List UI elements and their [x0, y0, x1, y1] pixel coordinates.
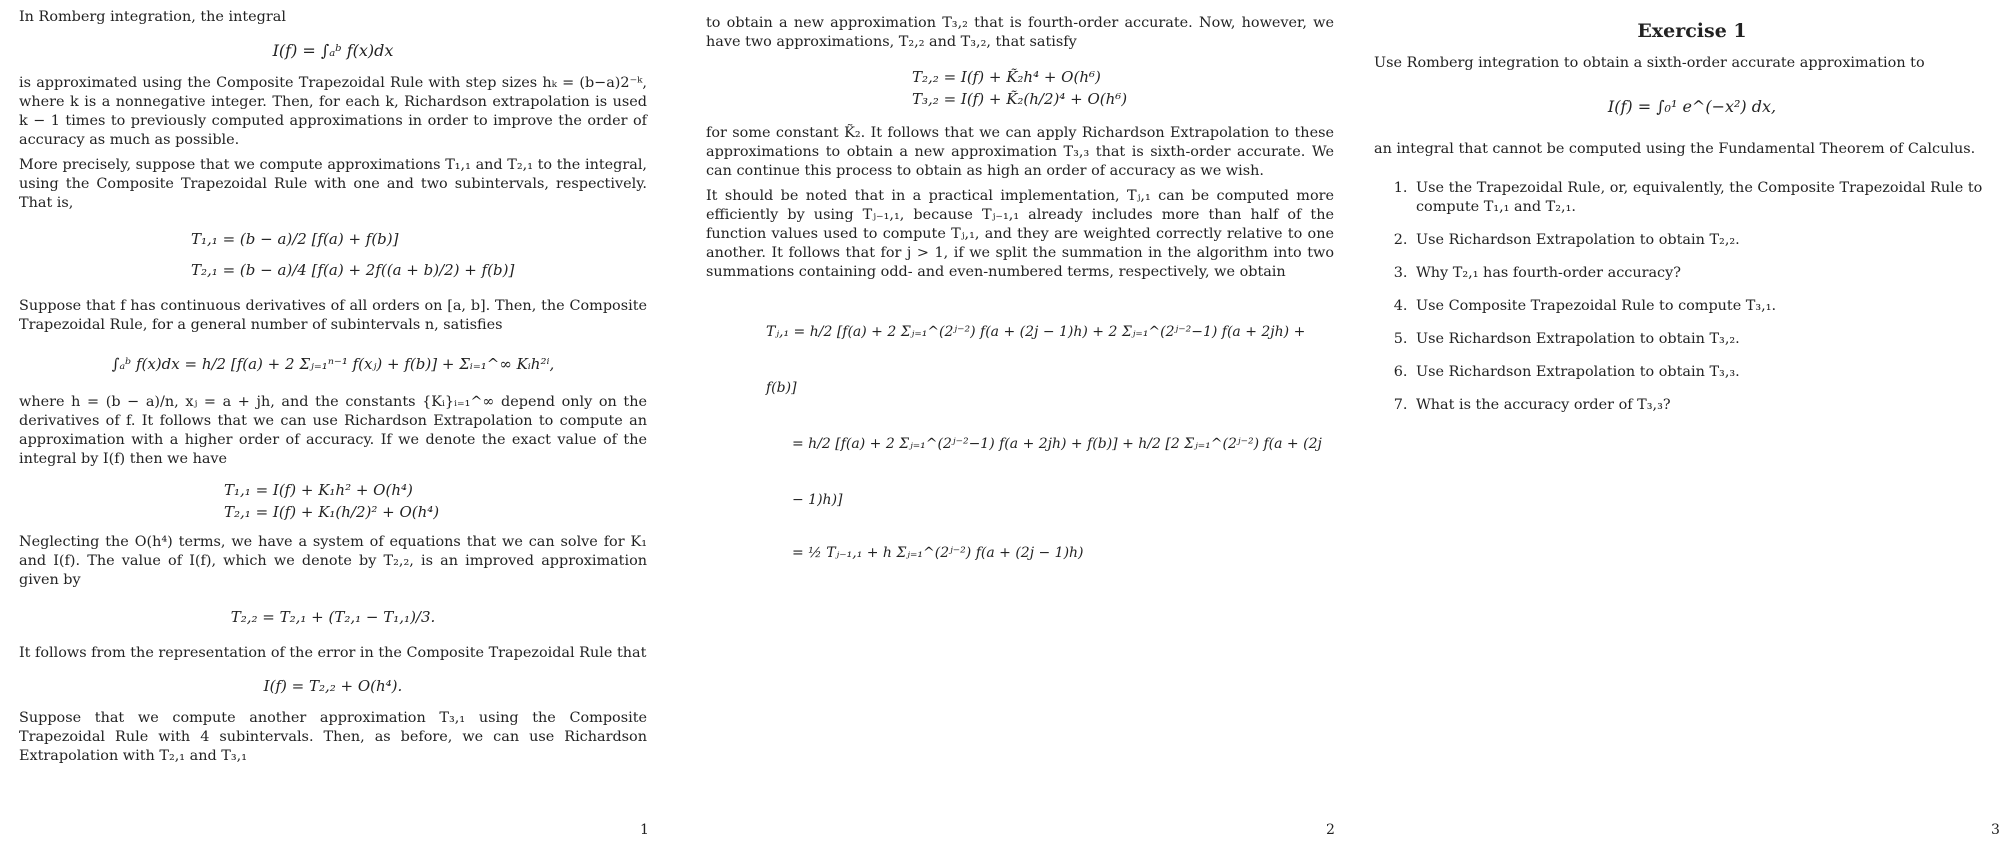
exercise-item: 4. Use Composite Trapezoidal Rule to compute T₃,₁.	[1412, 297, 2010, 316]
p1-para5: Neglecting the O(h⁴) terms, we have a system of equations that we can solve for K₁ and I(f). The value of I(f), which we denote by T₂,₂, is an improved approximation given by	[19, 534, 647, 588]
p2-eq-l3: = ½ Tⱼ₋₁,₁ + h Σⱼ₌₁^(2ʲ⁻²) f(a + (2j − 1)h)	[792, 545, 1084, 561]
p1-eq-t21: T₂,₁ = (b − a)/4 [f(a) + 2f((a + b)/2) + f(b)]	[191, 261, 515, 279]
page-1	[0, 0, 670, 852]
exercise-item: 5. Use Richardson Extrapolation to obtain T₃,₂.	[1412, 330, 2010, 349]
page-number-1: 1	[640, 822, 649, 838]
exercise-title: Exercise 1	[1637, 20, 1747, 42]
page-number-2: 2	[1326, 822, 1335, 838]
p1-eq-e2: T₂,₁ = I(f) + K₁(h/2)² + O(h⁴)	[224, 503, 440, 521]
p1-para3: Suppose that f has continuous derivatives of all orders on [a, b]. Then, the Composite Trapezoidal Rule, for a general number of subintervals n, satisfies	[19, 298, 647, 333]
p1-eq-ctr: ∫ₐᵇ f(x)dx = h/2 [f(a) + 2 Σⱼ₌₁ⁿ⁻¹ f(xⱼ) + f(b)] + Σᵢ₌₁^∞ Kᵢh²ⁱ,	[111, 355, 555, 373]
exercise-item: 1. Use the Trapezoidal Rule, or, equivalently, the Composite Trapezoidal Rule to compute T₁,₁ and T₂,₁.	[1412, 179, 2010, 217]
p3-eq: I(f) = ∫₀¹ e^(−x²) dx,	[1607, 97, 1777, 116]
p1-para6: It follows from the representation of the error in the Composite Trapezoidal Rule that	[19, 645, 647, 661]
exercise-item: 7. What is the accuracy order of T₃,₃?	[1412, 396, 2010, 415]
exercise-item: 2. Use Richardson Extrapolation to obtain T₂,₂.	[1412, 231, 2010, 250]
page-number-3: 3	[1991, 822, 2000, 838]
p2-para1: to obtain a new approximation T₃,₂ that is fourth-order accurate. Now, however, we have two approximations, T₂,₂ and T₃,₂, that satisfy	[706, 15, 1334, 50]
p1-intro: In Romberg integration, the integral	[19, 9, 286, 25]
page-3	[1340, 0, 2010, 852]
p2-para3: It should be noted that in a practical implementation, Tⱼ,₁ can be computed more efficiently by using Tⱼ₋₁,₁, because Tⱼ₋₁,₁ already includes more than half of the function values used to compute Tⱼ,₁, and they are weighted correctly relative to one another. It follows that for j > 1, if we split the summation in the algorithm into two summations containing odd- and even-numbered terms, respectively, we obtain	[706, 188, 1334, 280]
p1-para2: More precisely, suppose that we compute approximations T₁,₁ and T₂,₁ to the integral, using the Composite Trapezoidal Rule with one and two subintervals, respectively. That is,	[19, 157, 647, 211]
p1-eq-t22: T₂,₂ = T₂,₁ + (T₂,₁ − T₁,₁)/3.	[230, 608, 436, 626]
p2-eq-l1: Tⱼ,₁ = h/2 [f(a) + 2 Σⱼ₌₁^(2ʲ⁻²) f(a + (2j − 1)h) + 2 Σⱼ₌₁^(2ʲ⁻²−1) f(a + 2jh) + f(b)]	[766, 324, 1306, 396]
exercise-item: 3. Why T₂,₁ has fourth-order accuracy?	[1412, 264, 2010, 283]
exercise-list	[1374, 179, 2010, 415]
p1-para7: Suppose that we compute another approximation T₃,₁ using the Composite Trapezoidal Rule with 4 subintervals. Then, as before, we can use Richardson Extrapolation with T₂,₁ and T₃,₁	[19, 710, 647, 764]
p2-eq-b: T₃,₂ = I(f) + K̃₂(h/2)⁴ + O(h⁶)	[912, 90, 1128, 108]
p3-para: an integral that cannot be computed using the Fundamental Theorem of Calculus.	[1374, 141, 1976, 157]
p1-eq-integral: I(f) = ∫ₐᵇ f(x)dx	[272, 41, 394, 60]
p2-para2: for some constant K̃₂. It follows that we can apply Richardson Extrapolation to these approximations to obtain a new approximation T₃,₃ that is sixth-order accurate. We can continue this process to obtain as high an order of accuracy as we wish.	[706, 125, 1334, 179]
p1-eq-t11: T₁,₁ = (b − a)/2 [f(a) + f(b)]	[191, 230, 399, 248]
p1-para4: where h = (b − a)/n, xⱼ = a + jh, and the constants {Kᵢ}ᵢ₌₁^∞ depend only on the derivatives of f. It follows that we can use Richardson Extrapolation to compute an approximation with a higher order of accuracy. If we denote the exact value of the integral by I(f) then we have	[19, 394, 647, 467]
p2-eq-l2: = h/2 [f(a) + 2 Σⱼ₌₁^(2ʲ⁻²−1) f(a + 2jh) + f(b)] + h/2 [2 Σⱼ₌₁^(2ʲ⁻²) f(a + (2j − 1)h)]	[792, 436, 1322, 508]
p3-intro: Use Romberg integration to obtain a sixth-order accurate approximation to	[1374, 55, 1925, 71]
p1-para1: is approximated using the Composite Trapezoidal Rule with step sizes hₖ = (b−a)2⁻ᵏ, where k is a nonnegative integer. Then, for each k, Richardson extrapolation is used k − 1 times to previously computed approximations in order to improve the order of accuracy as much as possible.	[19, 75, 647, 148]
p1-eq-e1: T₁,₁ = I(f) + K₁h² + O(h⁴)	[224, 481, 413, 499]
p1-eq-if: I(f) = T₂,₂ + O(h⁴).	[263, 677, 403, 695]
exercise-item: 6. Use Richardson Extrapolation to obtain T₃,₃.	[1412, 363, 2010, 382]
p2-eq-a: T₂,₂ = I(f) + K̃₂h⁴ + O(h⁶)	[912, 68, 1101, 86]
page-2	[670, 0, 1340, 852]
